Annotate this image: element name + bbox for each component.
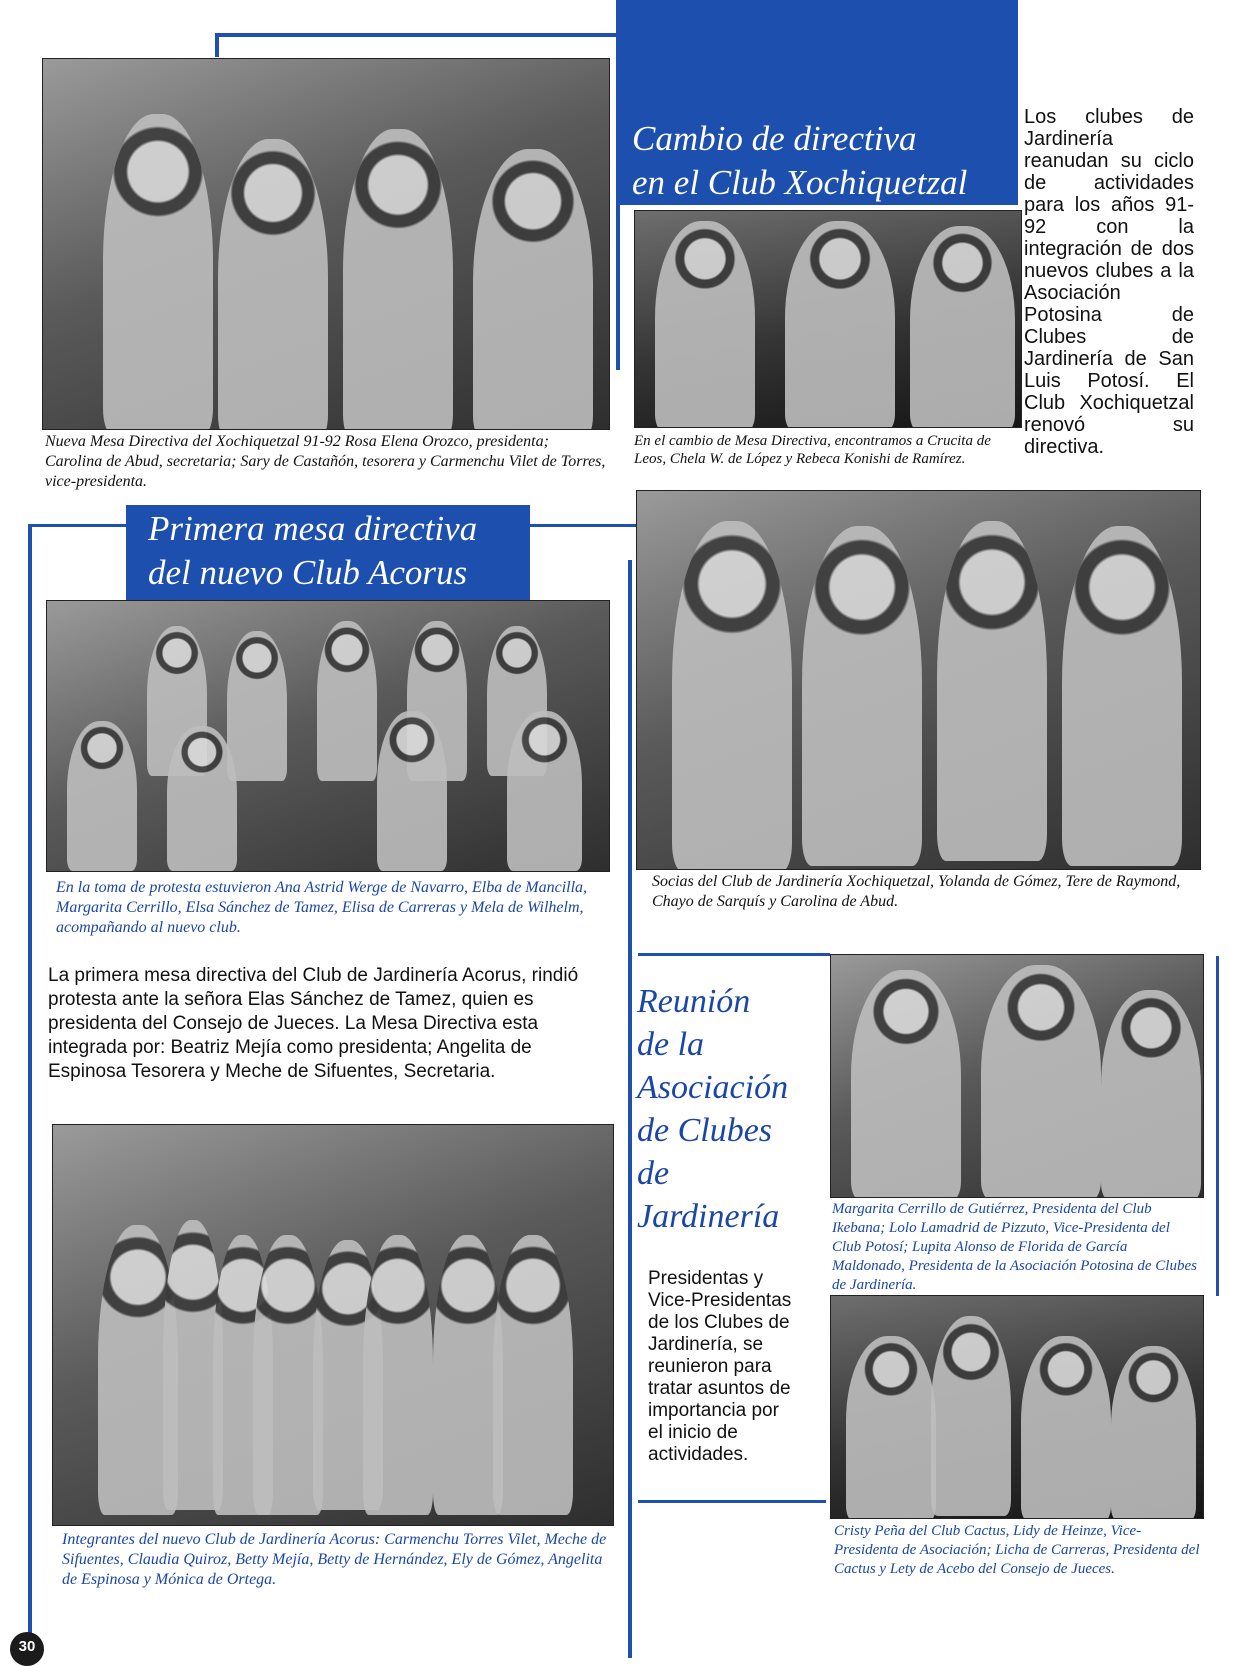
- reunion-title: [637, 980, 837, 1238]
- caption-xochiquetzal-board: Nueva Mesa Directiva del Xochiquetzal 91-92 Rosa Elena Orozco, presidenta; Carolina de Abud, secretaria; Sary de Castañón, tesorera y Carmenchu Vilet de Torres, vice-presidenta.: [45, 433, 606, 490]
- photo-acorus-protest: [46, 600, 610, 872]
- reunion-body: Presidentas y Vice-Presidentas de los Clubes de Jardinería, se reunieron para tratar asuntos de importancia por el inicio de actividades.: [648, 1268, 792, 1465]
- photo-xochiquetzal-board: [42, 58, 610, 430]
- xochiquetzal-title-line2: en el Club Xochiquetzal: [632, 163, 968, 202]
- caption-acorus-members: Integrantes del nuevo Club de Jardinería Acorus: Carmenchu Torres Vilet, Meche de Sifuentes, Claudia Quiroz, Betty Mejía, Betty de Hernández, Ely de Gómez, Angelita de Espinosa y Mónica de Ortega.: [62, 1531, 607, 1588]
- photo-xochiquetzal-socias: [636, 490, 1201, 870]
- xochiquetzal-title-line1: Cambio de directiva: [632, 119, 917, 158]
- acorus-body: La primera mesa directiva del Club de Jardinería Acorus, rindió protesta ante la señora Elas Sánchez de Tamez, quien es presidenta del Consejo de Jueces. La Mesa Directiva esta integrada por: Beatriz Mejía como presidenta; Angelita de Espinosa Tesorera y Meche de Sifuentes, Secretaria.: [48, 965, 579, 1082]
- reunion-title-line: de la: [637, 1026, 705, 1063]
- photo-acorus-members: [52, 1124, 614, 1526]
- photo-reunion-1: [830, 954, 1204, 1198]
- frame-line-acorus-left: [28, 524, 32, 1658]
- acorus-title-line2: del nuevo Club Acorus: [148, 553, 468, 592]
- caption-reunion-2: Cristy Peña del Club Cactus, Lidy de Heinze, Vice-Presidenta de Asociación; Licha de Carreras, Presidenta del Cactus y Lety de Acebo del Consejo de Jueces.: [834, 1523, 1200, 1577]
- xochiquetzal-intro: Los clubes de Jardinería reanudan su ciclo de actividades para los años 91-92 con la integración de dos nuevos clubes a la Asociación Potosina de Clubes de Jardinería de San Luis Potosí. El Club Xochiquetzal renovó su directiva.: [1024, 106, 1194, 458]
- frame-line-top: [215, 33, 620, 37]
- photo-xochiquetzal-change: [634, 210, 1022, 428]
- photo-reunion-2: [830, 1295, 1204, 1519]
- frame-line-left-top: [215, 33, 219, 57]
- page-number: 30: [18, 1638, 36, 1655]
- caption-acorus-protest: En la toma de protesta estuvieron Ana Astrid Werge de Navarro, Elba de Mancilla, Margarita Cerrillo, Elsa Sánchez de Tamez, Elisa de Carreras y Mela de Wilhelm, acompañando al nuevo club.: [56, 879, 588, 936]
- frame-line-reunion-top: [638, 953, 830, 956]
- frame-line-acorus-right: [628, 560, 632, 1658]
- acorus-title-line1: Primera mesa directiva: [148, 509, 478, 548]
- reunion-title-line: Asociación: [637, 1069, 789, 1106]
- caption-xochiquetzal-change: En el cambio de Mesa Directiva, encontramos a Crucita de Leos, Chela W. de López y Rebeca Konishi de Ramírez.: [634, 433, 991, 467]
- frame-line-right: [1216, 956, 1219, 1296]
- reunion-title-line: Reunión: [637, 983, 751, 1020]
- reunion-title-line: de Clubes: [637, 1112, 773, 1149]
- reunion-title-line: Jardinería: [637, 1198, 780, 1235]
- caption-xochiquetzal-socias: Socias del Club de Jardinería Xochiquetzal, Yolanda de Gómez, Tere de Raymond, Chayo de Sarquís y Carolina de Abud.: [652, 873, 1181, 910]
- caption-reunion-1: Margarita Cerrillo de Gutiérrez, Presidenta del Club Ikebana; Lolo Lamadrid de Pizzuto, Vice-Presidenta del Club Potosí; Lupita Alonso de Florida de García Maldonado, Presidenta de la Asociación Potosina de Clubes de Jardinería.: [832, 1201, 1197, 1293]
- reunion-title-line: de: [637, 1155, 670, 1192]
- frame-line-reunion-mid: [638, 1500, 826, 1503]
